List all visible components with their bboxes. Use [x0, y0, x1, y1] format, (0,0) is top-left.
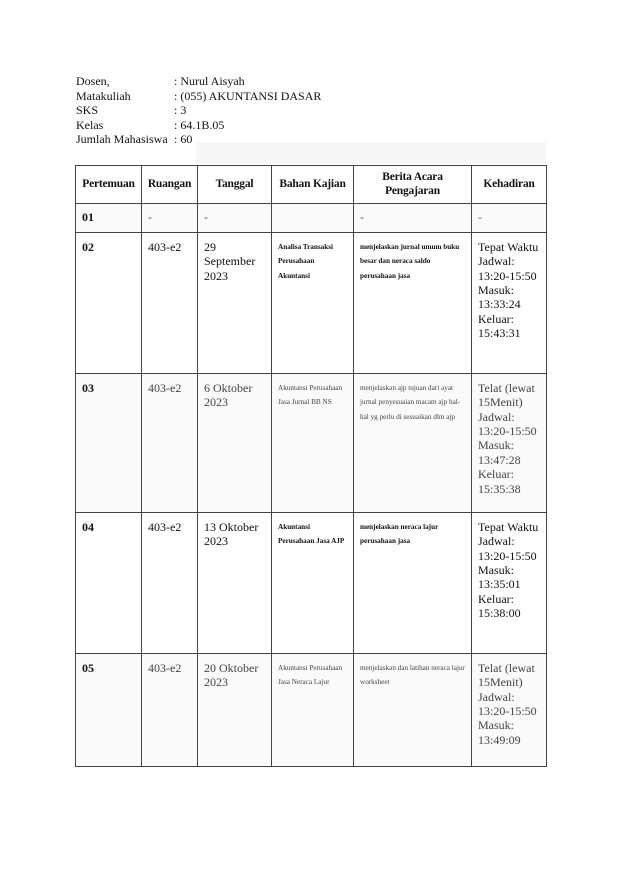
- header-berita-acara: Berita Acara Pengajaran: [354, 166, 472, 204]
- cell-ruangan: -: [142, 203, 198, 232]
- cell-berita: menjelaskan neraca lajur perusahaan jasa: [354, 512, 472, 653]
- sks-label: SKS: [76, 103, 99, 118]
- header-bahan-kajian: Bahan Kajian: [272, 166, 354, 204]
- cell-pertemuan: 03: [76, 373, 142, 512]
- kelas-label: Kelas: [76, 117, 104, 132]
- cell-tanggal: 13 Oktober 2023: [198, 512, 272, 653]
- table-header-row: [76, 166, 547, 204]
- cell-pertemuan: 05: [76, 653, 142, 766]
- kelas-value: : 64.1B.05: [174, 117, 225, 132]
- matakuliah-value: : (055) AKUNTANSI DASAR: [174, 88, 322, 103]
- header-ruangan: Ruangan: [142, 166, 198, 204]
- header-kehadiran: Kehadiran: [472, 166, 547, 204]
- table-row: [76, 653, 547, 766]
- cell-berita: menjelaskan jurnal umum buku besar dan neraca saldo perusahaan jasa: [354, 232, 472, 373]
- cell-kehadiran: Tepat Waktu Jadwal: 13:20-15:50 Masuk: 13:35:01 Keluar: 15:38:00: [472, 512, 547, 653]
- cell-tanggal: 20 Oktober 2023: [198, 653, 272, 766]
- cell-kehadiran: Telat (lewat 15Menit) Jadwal: 13:20-15:50 Masuk: 13:47:28 Keluar: 15:35:38: [472, 373, 547, 512]
- cell-bahan: Akuntansi Perusahaan Jasa AJP: [272, 512, 354, 653]
- cell-ruangan: 403-e2: [142, 373, 198, 512]
- cell-berita: -: [354, 203, 472, 232]
- jumlah-label: Jumlah Mahasiswa: [76, 132, 168, 147]
- table-row: [76, 203, 547, 232]
- info-row-kelas: [76, 118, 321, 133]
- attendance-table: [75, 165, 547, 767]
- header-tanggal: Tanggal: [198, 166, 272, 204]
- cell-ruangan: 403-e2: [142, 653, 198, 766]
- info-row-matakuliah: [76, 89, 321, 104]
- dosen-label: Dosen,: [76, 74, 110, 88]
- cell-tanggal: -: [198, 203, 272, 232]
- cell-bahan: [272, 203, 354, 232]
- cell-kehadiran: Tepat Waktu Jadwal: 13:20-15:50 Masuk: 13:33:24 Keluar: 15:43:31: [472, 232, 547, 373]
- sks-value: : 3: [174, 103, 187, 118]
- cell-bahan: Akuntansi Perusahaan Jasa Jurnal BB NS: [272, 373, 354, 512]
- cell-ruangan: 403-e2: [142, 232, 198, 373]
- table-row: [76, 232, 547, 373]
- dosen-value: : Nurul Aisyah: [174, 74, 245, 88]
- cell-pertemuan: 04: [76, 512, 142, 653]
- course-info: [76, 74, 321, 147]
- header-shade: [196, 142, 546, 164]
- cell-ruangan: 403-e2: [142, 512, 198, 653]
- cell-bahan: Analisa Transaksi Perusahaan Akuntansi: [272, 232, 354, 373]
- cell-bahan: Akuntansi Perusahaan Jasa Neraca Lajur: [272, 653, 354, 766]
- header-pertemuan: Pertemuan: [76, 166, 142, 204]
- cell-tanggal: 6 Oktober 2023: [198, 373, 272, 512]
- jumlah-value: : 60: [174, 132, 193, 147]
- cell-kehadiran: -: [472, 203, 547, 232]
- table-row: [76, 512, 547, 653]
- matakuliah-label: Matakuliah: [76, 88, 131, 103]
- table-row: [76, 373, 547, 512]
- cell-berita: menjelaskan dan latihan neraca lajur worksheet: [354, 653, 472, 766]
- cell-pertemuan: 01: [76, 203, 142, 232]
- cell-kehadiran: Telat (lewat 15Menit) Jadwal: 13:20-15:50 Masuk: 13:49:09: [472, 653, 547, 766]
- info-row-sks: [76, 103, 321, 118]
- cell-tanggal: 29 September 2023: [198, 232, 272, 373]
- info-row-dosen: [76, 74, 321, 89]
- cell-berita: menjelaskan ajp tujuan dari ayat jurnal penyesuaian macam ajp hal-hal yg perlu di sesuaikan dlm ajp: [354, 373, 472, 512]
- cell-pertemuan: 02: [76, 232, 142, 373]
